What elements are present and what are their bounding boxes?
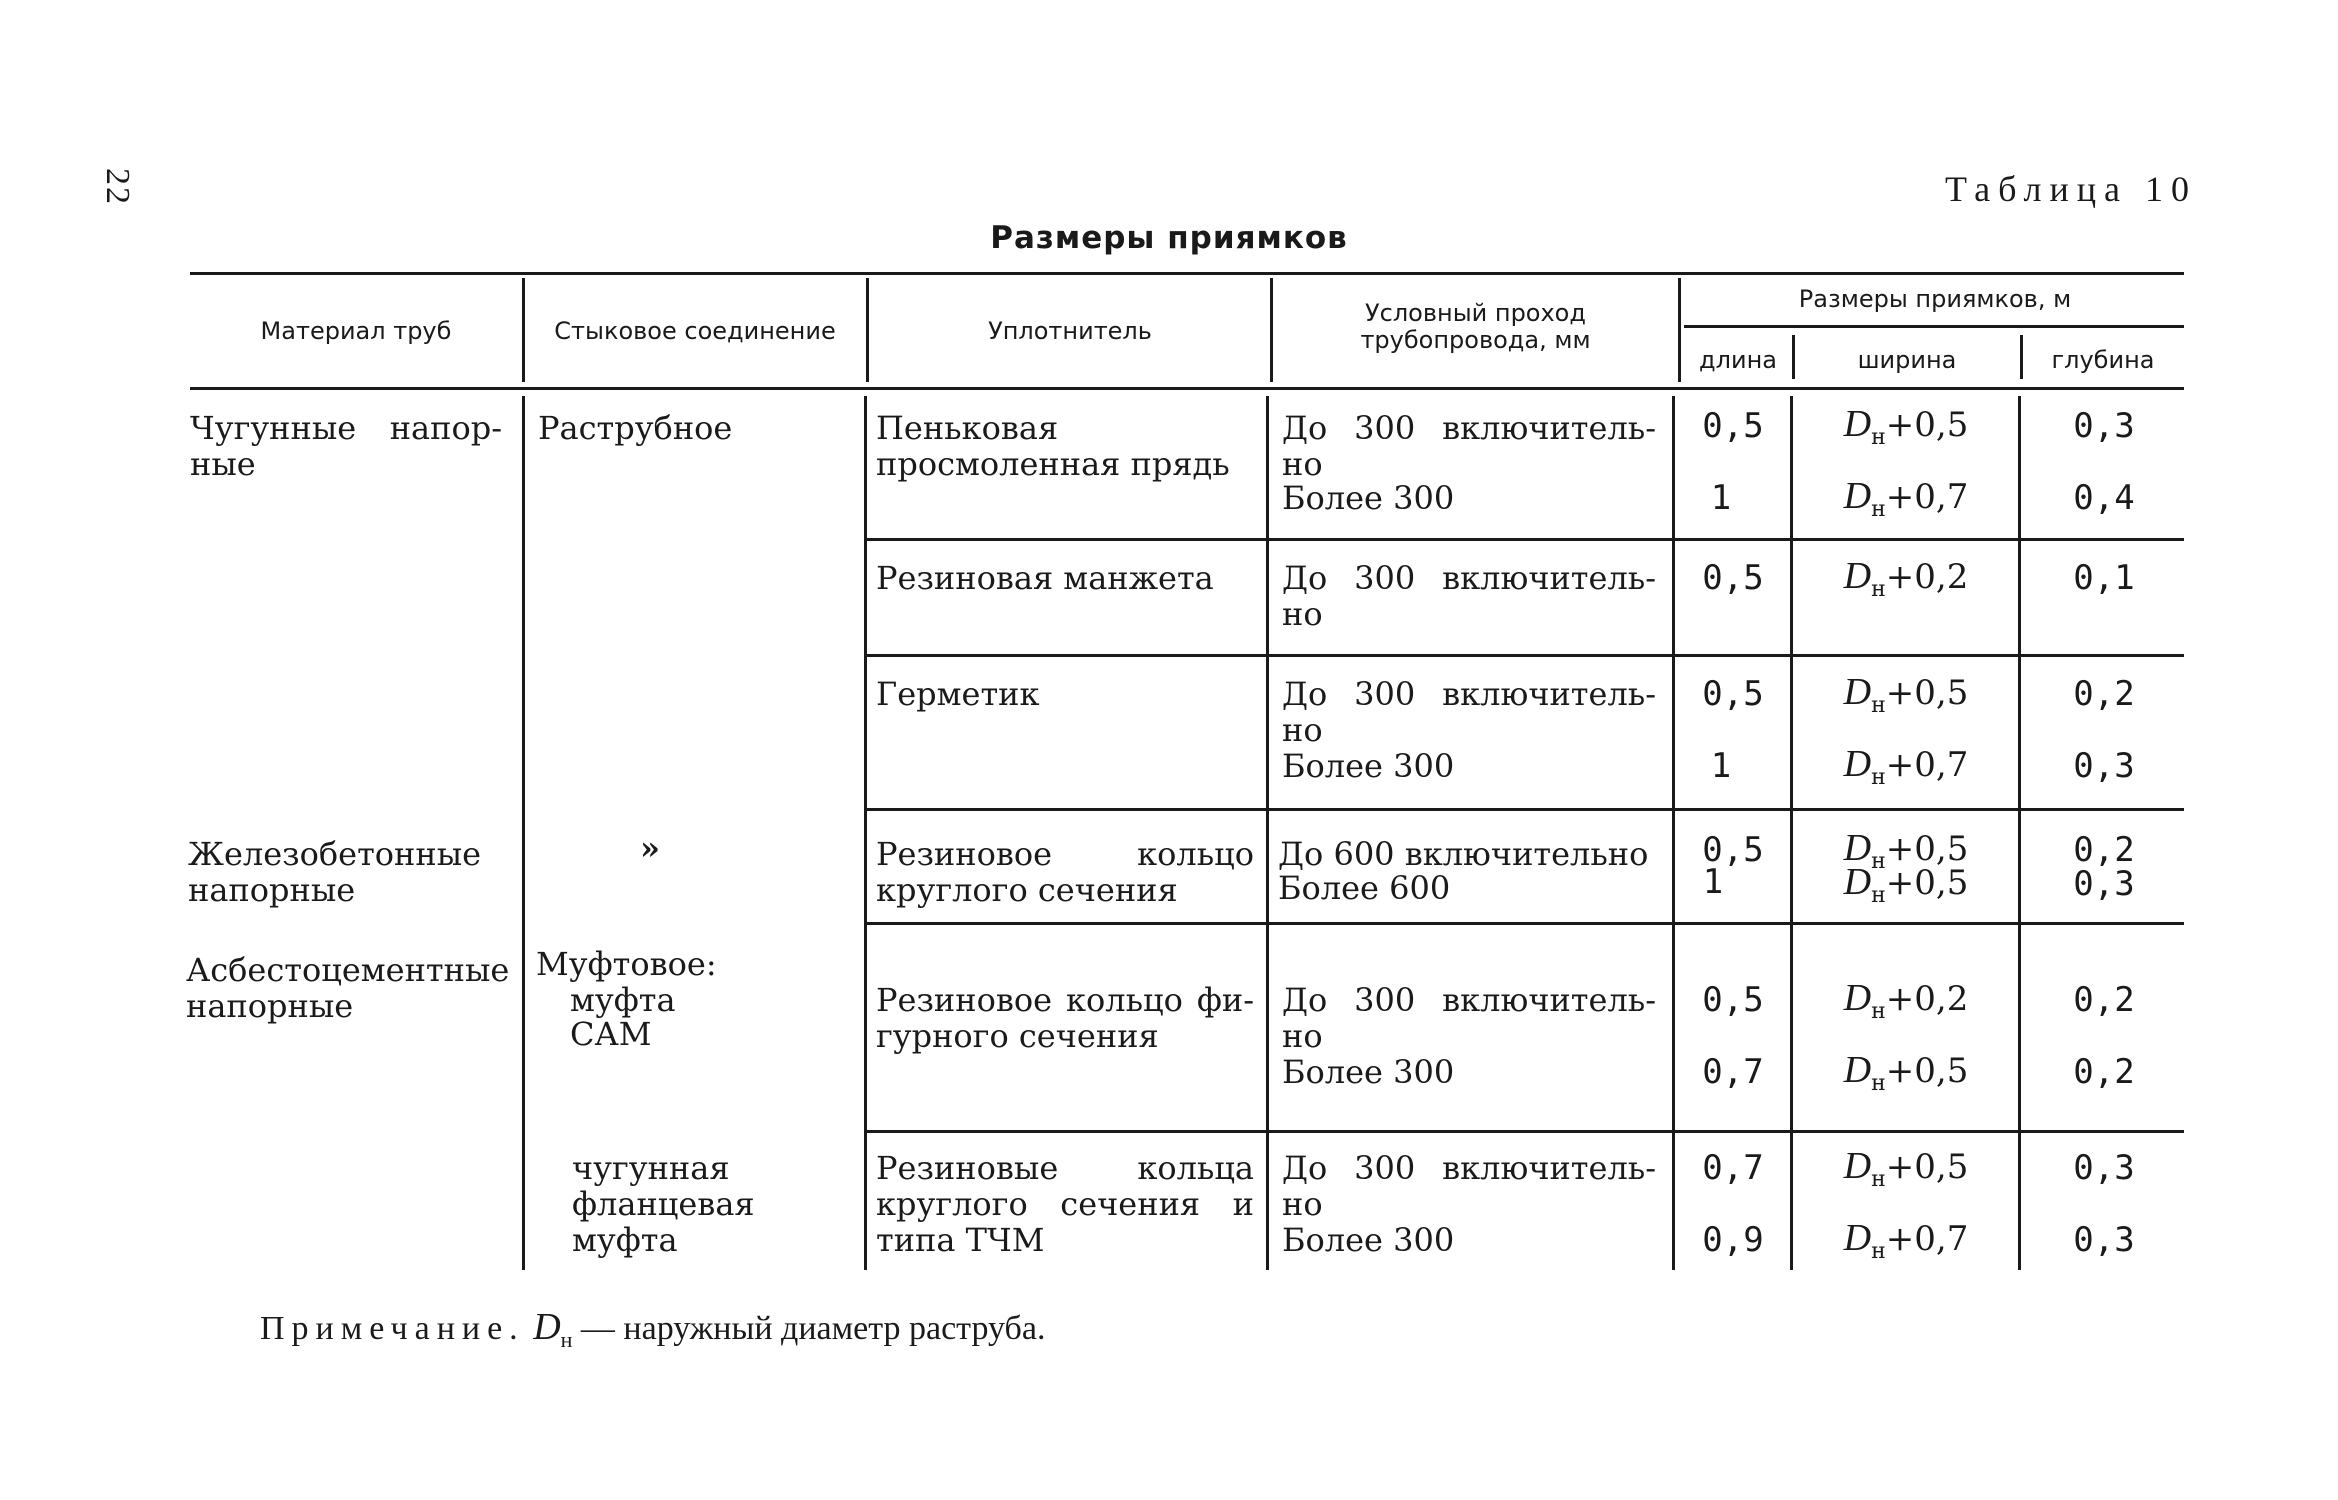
body-divider: [1790, 396, 1793, 1270]
width-value: [1798, 474, 2014, 522]
header-sealant: Уплотнитель: [988, 317, 1152, 345]
diameter-range-cont: но: [1282, 445, 1323, 483]
joint-socket: Раструбное: [538, 409, 733, 447]
width-offset: +0,5: [1885, 1147, 1969, 1187]
dn-symbol: D: [1843, 403, 1872, 445]
dn-symbol: D: [1843, 555, 1872, 597]
length-value: 1: [1702, 862, 1724, 902]
dn-subscript: н: [1871, 496, 1886, 522]
length-value: 0,5: [1702, 980, 1764, 1020]
joint-coupling: Муфтовое:: [536, 945, 717, 983]
width-offset: +0,5: [1885, 405, 1969, 445]
width-value: [1798, 742, 2014, 790]
width-value: [1798, 1048, 2014, 1096]
material-asbestos: Асбестоцементные: [186, 951, 510, 989]
header-pit-sizes: Размеры приямков, м: [1798, 285, 2072, 313]
width-offset: +0,5: [1885, 1051, 1969, 1091]
dn-subscript: н: [1871, 764, 1886, 790]
diameter-range-cont: но: [1282, 1017, 1323, 1055]
sealant-hemp-cont: просмоленная прядь: [876, 445, 1230, 483]
joint-flange-coupling-cont: муфта: [572, 1221, 678, 1259]
width-offset: +0,7: [1885, 1219, 1969, 1259]
body-divider: [2018, 396, 2021, 1270]
dn-symbol: D: [1843, 1049, 1872, 1091]
header-divider: [522, 278, 525, 382]
joint-coupling-type: муфта: [570, 981, 676, 1019]
sealant-rubber-rings-cont: круглого сечения и: [876, 1185, 1254, 1223]
dn-subscript: н: [1871, 848, 1886, 874]
material-asbestos-cont: напорные: [186, 987, 354, 1025]
diameter-range-cont: но: [1282, 1185, 1323, 1223]
diameter-range-cont: но: [1282, 711, 1323, 749]
dn-subscript: н: [1871, 424, 1886, 450]
width-value: [1798, 670, 2014, 718]
width-value: [1798, 976, 2014, 1024]
header-divider: [866, 278, 869, 382]
sealant-rubber-ring-round: Резиновое кольцо: [876, 835, 1254, 873]
depth-value: 0,2: [2073, 980, 2135, 1020]
material-cast-iron: Чугунные напор-: [190, 409, 502, 447]
body-divider: [1266, 396, 1269, 1270]
joint-coupling-type-cont: САМ: [570, 1015, 652, 1053]
joint-flange-coupling: чугунная: [572, 1149, 730, 1187]
diameter-range: До 300 включитель-: [1282, 981, 1656, 1019]
material-reinforced: Железобетонные: [188, 835, 482, 873]
dn-subscript: н: [1871, 1238, 1886, 1264]
sealant-hemp: Пеньковая: [876, 409, 1059, 447]
dn-subscript: н: [1871, 998, 1886, 1024]
header-diameter-line2: трубопровода, мм: [1360, 326, 1591, 354]
diameter-range: Более 300: [1282, 1053, 1455, 1091]
note-text: — наружный диаметр раструба.: [572, 1310, 1046, 1347]
note-subscript: н: [560, 1326, 573, 1352]
header-width: ширина: [1857, 346, 1957, 374]
length-value: 0,5: [1702, 830, 1764, 870]
row-separator: [866, 808, 2184, 811]
width-value: [1798, 1216, 2014, 1264]
depth-value: 0,3: [2073, 1220, 2135, 1260]
table-label: Таблица 10: [1945, 169, 2197, 209]
dn-symbol: D: [1843, 1217, 1872, 1259]
dn-subscript: н: [1871, 882, 1886, 908]
header-depth: глубина: [2051, 346, 2155, 374]
dn-subscript: н: [1871, 1070, 1886, 1096]
header-bottom-rule: [190, 387, 2184, 390]
depth-value: 0,2: [2073, 674, 2135, 714]
note-label: Примечание.: [260, 1310, 525, 1347]
length-value: 1: [1710, 746, 1732, 786]
header-divider: [1270, 278, 1273, 382]
diameter-range: До 300 включитель-: [1282, 409, 1656, 447]
material-cast-iron-cont: ные: [190, 445, 256, 483]
diameter-range: До 300 включитель-: [1282, 675, 1656, 713]
width-value: [1798, 554, 2014, 602]
header-diameter: [1278, 300, 1673, 354]
depth-value: 0,3: [2073, 864, 2135, 904]
length-value: 0,9: [1702, 1220, 1764, 1260]
page-number: 22: [99, 168, 136, 206]
sealant-rubber-ring-shaped: Резиновое кольцо фи-: [876, 981, 1254, 1019]
depth-value: 0,2: [2073, 830, 2135, 870]
width-offset: +0,5: [1885, 863, 1969, 903]
row-separator: [866, 538, 2184, 541]
width-offset: +0,7: [1885, 745, 1969, 785]
header-material: Материал труб: [260, 317, 452, 345]
depth-value: 0,1: [2073, 558, 2135, 598]
header-divider: [2020, 335, 2023, 379]
width-value: [1798, 860, 2014, 908]
diameter-range: Более 300: [1282, 1221, 1455, 1259]
length-value: 0,5: [1702, 558, 1764, 598]
header-divider: [1792, 335, 1795, 379]
depth-value: 0,4: [2073, 478, 2135, 518]
width-offset: +0,2: [1885, 979, 1969, 1019]
body-divider: [522, 396, 525, 1270]
diameter-range: До 600 включительно: [1278, 835, 1649, 873]
material-reinforced-cont: напорные: [188, 871, 356, 909]
sealant-rubber-ring-shaped-cont: гурного сечения: [876, 1017, 1159, 1055]
diameter-range-cont: но: [1282, 595, 1323, 633]
dn-symbol: D: [1843, 475, 1872, 517]
sealant-rubber-ring-round-cont: круглого сечения: [876, 871, 1178, 909]
diameter-range: До 300 включитель-: [1282, 1149, 1656, 1187]
table-note: [260, 1305, 1045, 1353]
dn-symbol: D: [1843, 827, 1872, 869]
sealant-rubber-rings: Резиновые кольца: [876, 1149, 1254, 1187]
depth-value: 0,3: [2073, 406, 2135, 446]
length-value: 0,7: [1702, 1148, 1764, 1188]
width-offset: +0,7: [1885, 477, 1969, 517]
length-value: 0,5: [1702, 406, 1764, 446]
dn-subscript: н: [1871, 692, 1886, 718]
dn-symbol: D: [1843, 861, 1872, 903]
diameter-range: Более 300: [1282, 479, 1455, 517]
header-length: длина: [1699, 346, 1777, 374]
length-value: 1: [1710, 478, 1732, 518]
width-offset: +0,5: [1885, 829, 1969, 869]
header-divider: [1678, 278, 1681, 382]
dn-symbol: D: [1843, 1145, 1872, 1187]
diameter-range: Более 600: [1278, 869, 1451, 907]
header-top-rule: [190, 272, 2184, 275]
length-value: 0,7: [1702, 1052, 1764, 1092]
width-offset: +0,2: [1885, 557, 1969, 597]
row-separator: [866, 922, 2184, 925]
row-separator: [866, 654, 2184, 657]
dn-symbol: D: [1843, 743, 1872, 785]
sealant-sealant: Герметик: [876, 675, 1040, 713]
joint-ditto-mark: »: [640, 829, 660, 867]
table-caption: Размеры приямков: [990, 220, 1348, 256]
sealant-rubber-cuff: Резиновая манжета: [876, 559, 1214, 597]
dn-symbol: D: [1843, 671, 1872, 713]
sealant-rubber-rings-cont: типа ТЧМ: [876, 1221, 1045, 1259]
diameter-range: Более 300: [1282, 747, 1455, 785]
row-separator: [866, 1130, 2184, 1133]
length-value: 0,5: [1702, 674, 1764, 714]
joint-flange-coupling-cont: фланцевая: [572, 1185, 755, 1223]
dn-subscript: н: [1871, 576, 1886, 602]
width-value: [1798, 1144, 2014, 1192]
depth-value: 0,3: [2073, 1148, 2135, 1188]
depth-value: 0,2: [2073, 1052, 2135, 1092]
body-divider: [1672, 396, 1675, 1270]
header-diameter-line1: Условный проход: [1365, 299, 1586, 327]
body-divider: [864, 396, 867, 1270]
width-offset: +0,5: [1885, 673, 1969, 713]
header-sub-rule: [1684, 325, 2184, 328]
note-symbol: D: [533, 1306, 561, 1348]
header-joint: Стыковое соединение: [554, 317, 836, 345]
depth-value: 0,3: [2073, 746, 2135, 786]
diameter-range: До 300 включитель-: [1282, 559, 1656, 597]
dn-symbol: D: [1843, 977, 1872, 1019]
dn-subscript: н: [1871, 1166, 1886, 1192]
width-value: [1798, 402, 2014, 450]
